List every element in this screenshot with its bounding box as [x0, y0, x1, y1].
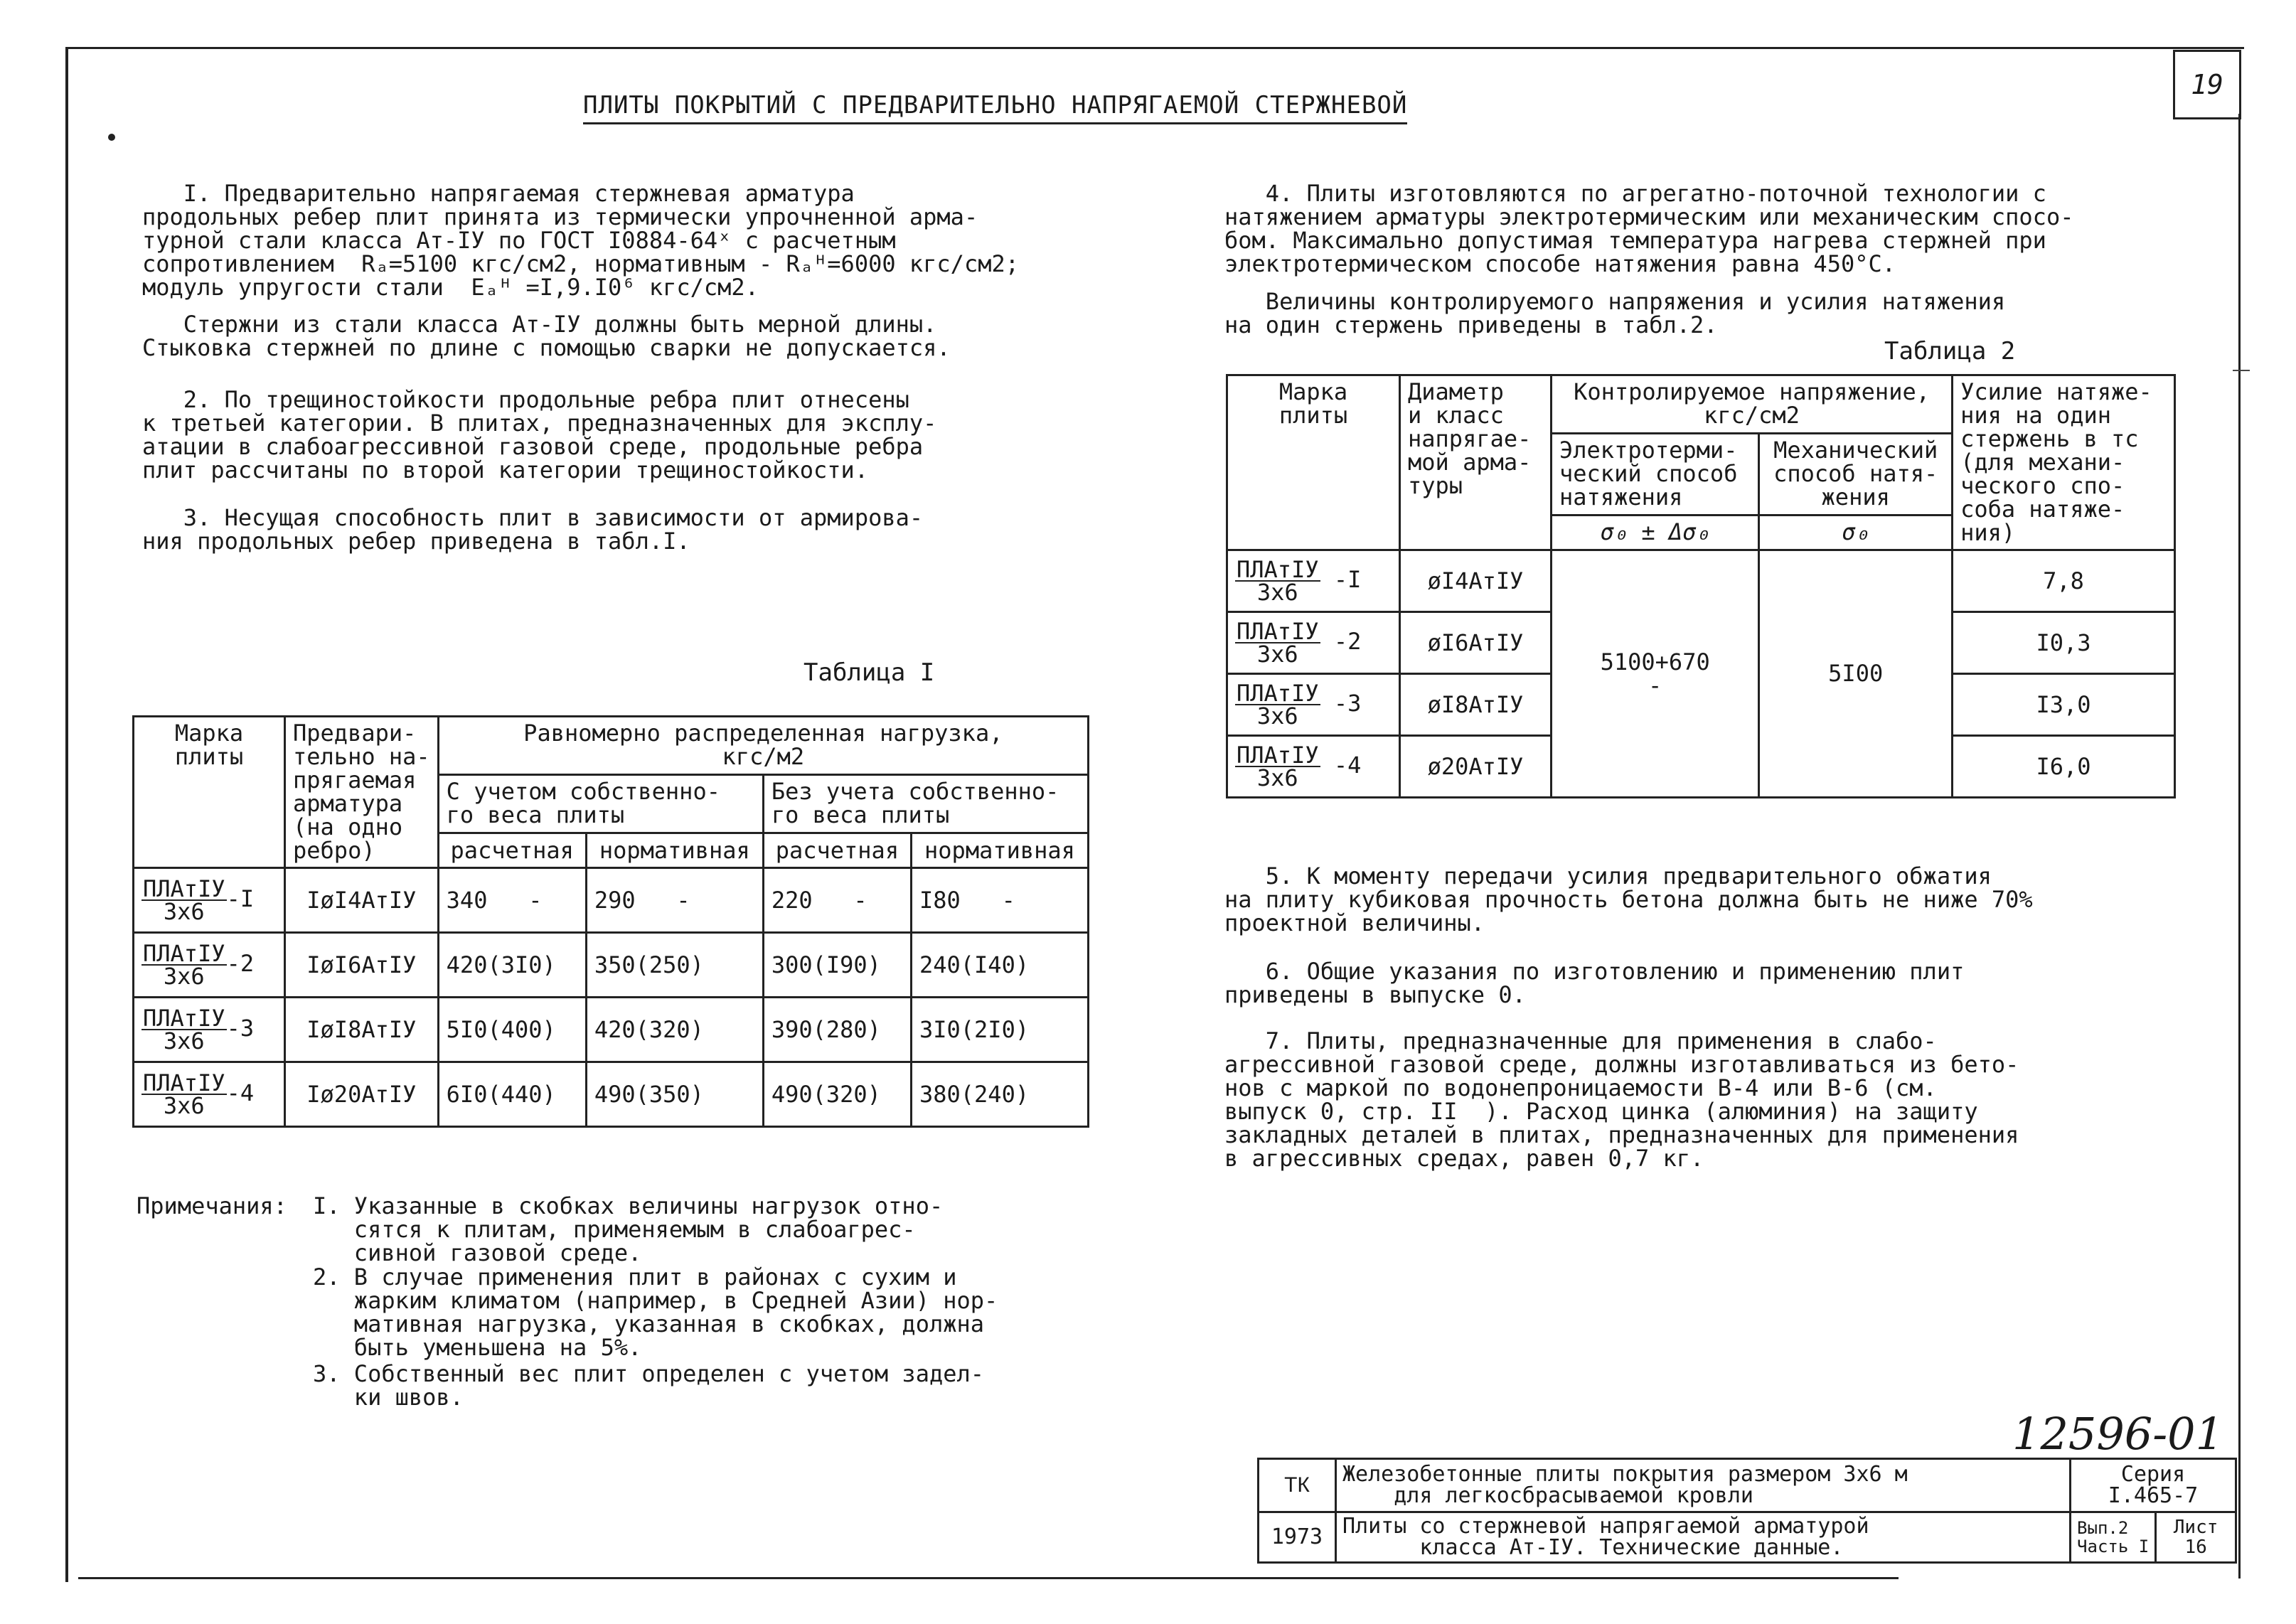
table-row: $\frac{\text{ПЛАтIУ}}{3х6}$ -2 øI6АтIУ I0,3 — [1227, 612, 2175, 674]
handwritten-number: 12596-01 — [2012, 1408, 2224, 1460]
cell-value: 490(320) — [763, 1062, 911, 1127]
stamp-vyp: Вып.2 Часть I — [2071, 1512, 2156, 1563]
cell-diam: øI6АтIУ — [1400, 612, 1552, 674]
marka-fraction: $\frac{\text{ПЛАтIУ}}{3х6}$ — [143, 875, 225, 925]
t1-header-without: Без учета собственно- го веса плиты — [763, 775, 1088, 833]
cell-diam: ø20АтIУ — [1400, 736, 1552, 798]
cell-value: 220 - — [763, 868, 911, 933]
t1-header-marka: Марка плиты — [134, 717, 285, 868]
table-row: $\frac{\text{ПЛАтIУ}}{3х6}$ -I øI4АтIУ 5100+670 - 5I00 7,8 — [1227, 550, 2175, 612]
marka-fraction: $\frac{\text{ПЛАтIУ}}{3х6}$ — [143, 1069, 225, 1119]
edge-tick — [2233, 370, 2250, 371]
paragraph-6: 6. Общие указания по изготовлению и применению плит приведены в выпуске 0. — [1224, 958, 1965, 1008]
cell-force: I0,3 — [1953, 612, 2175, 674]
list-label: Лист — [2173, 1517, 2218, 1538]
table2-caption: Таблица 2 — [1884, 337, 2016, 365]
table-row: $\frac{\text{ПЛАтIУ}}{3х6}$ -3 øI8АтIУ I3,0 — [1227, 674, 2175, 736]
table1-caption: Таблица I — [803, 658, 935, 687]
cell-diam: øI4АтIУ — [1400, 550, 1552, 612]
marka-fraction: $\frac{\text{ПЛАтIУ}}{3х6}$ — [143, 940, 225, 990]
marka-fraction: $\frac{\text{ПЛАтIУ}}{3х6}$ — [1237, 742, 1319, 791]
t1-header-load: Равномерно распределенная нагрузка, кгс/м2 — [438, 717, 1088, 775]
paragraph-4: 4. Плиты изготовляются по агрегатно-поточной технологии с натяжением арматуры электротермическим или механическим спосо- бом. Максимально допустимая температура нагрева стержней при электротермическом способе натяжения равна 450°С. — [1224, 180, 2074, 277]
notes-label: Примечания: — [137, 1192, 287, 1219]
cell-value: 380(240) — [911, 1062, 1088, 1127]
page-title: ПЛИТЫ ПОКРЫТИЙ С ПРЕДВАРИТЕЛЬНО НАПРЯГАЕМОЙ СТЕРЖНЕВОЙ — [583, 91, 1407, 124]
list-value: 16 — [2184, 1537, 2207, 1558]
org-code: ТК — [1259, 1459, 1336, 1512]
cell-arm: Iø20АтIУ — [285, 1062, 439, 1127]
table-row: $\frac{\text{ПЛАтIУ}}{3х6}$ -2 IøI6АтIУ 420(3I0) 350(250) 300(I90) 240(I40) — [134, 933, 1089, 998]
note-1: I. Указанные в скобках величины нагрузок отно- сятся к плитам, применяемым в слабоагрес- сивной газовой среде. — [313, 1192, 944, 1266]
cell-diam: øI8АтIУ — [1400, 674, 1552, 736]
t1-header-rasch: расчетная — [438, 833, 586, 868]
cell-force: 7,8 — [1953, 550, 2175, 612]
cell-value: 3I0(2I0) — [911, 998, 1088, 1062]
marka-fraction: $\frac{\text{ПЛАтIУ}}{3х6}$ — [1237, 618, 1319, 668]
cell-value: 290 - — [586, 868, 763, 933]
paragraph-5: 5. К моменту передачи усилия предварительного обжатия на плиту кубиковая прочность бетона должна быть не ниже 70% проектной величины. — [1224, 862, 2033, 936]
page-frame-bottom — [78, 1577, 1899, 1579]
cell-electro-value: 5100+670 - — [1552, 550, 1759, 798]
cell-force: I6,0 — [1953, 736, 2175, 798]
t1-header-with: С учетом собственно- го веса плиты — [438, 775, 763, 833]
table2 — [1226, 374, 2176, 798]
t2-header-diam: Диаметр и класс напрягае- мой арма- туры — [1400, 375, 1552, 550]
paragraph-1: I. Предварительно напрягаемая стержневая арматура продольных ребер плит принята из термически упрочненной арма- турной стали класса Ат-IУ по ГОСТ I0884-64ˣ с расчетным сопротивлением Rₐ=5100 кгс/см2, нормативным - Rₐᴴ=6000 кгс/см2; модуль упругости стали Eₐᴴ =I,9.I0⁶ кгс/см2. — [142, 180, 1019, 301]
t2-header-mech-sym: σ₀ — [1759, 515, 1953, 550]
table1 — [132, 715, 1089, 1128]
page-number: 19 — [2173, 50, 2241, 119]
t2-header-mech: Механический способ натя- жения — [1759, 434, 1953, 515]
paragraph-7: 7. Плиты, предназначенные для применения в слабо- агрессивной газовой среде, должны изготавливаться из бето- нов с маркой по водонепроницаемости В-4 или В-6 (см. выпуск 0, стр. II ). Расход цинка (алюминия) на защиту закладных деталей в плитах, предназначенных для применения в агрессивных средах, равен 0,7 кг. — [1224, 1027, 2019, 1172]
cell-force: I3,0 — [1953, 674, 2175, 736]
t1-header-norm: нормативная — [586, 833, 763, 868]
cell-value: 340 - — [438, 868, 586, 933]
cell-arm: IøI4АтIУ — [285, 868, 439, 933]
title-block — [1257, 1458, 2237, 1564]
t2-header-electro: Электротерми- ческий способ натяжения — [1552, 434, 1759, 515]
series-value: I.465-7 — [2108, 1483, 2199, 1508]
marka-fraction: $\frac{\text{ПЛАтIУ}}{3х6}$ — [143, 1005, 225, 1054]
t2-header-control: Контролируемое напряжение, кгс/см2 — [1552, 375, 1953, 434]
stamp-title-2: Плиты со стержневой напрягаемой арматурой класса Ат-IУ. Технические данные. — [1336, 1512, 2071, 1563]
cell-value: 300(I90) — [763, 933, 911, 998]
cell-value: 6I0(440) — [438, 1062, 586, 1127]
page-frame-right — [2238, 114, 2241, 1578]
marka-fraction: $\frac{\text{ПЛАтIУ}}{3х6}$ — [1237, 556, 1319, 606]
cell-arm: IøI8АтIУ — [285, 998, 439, 1062]
cell-value: 390(280) — [763, 998, 911, 1062]
table-row: $\frac{\text{ПЛАтIУ}}{3х6}$ -4 Iø20АтIУ 6I0(440) 490(350) 490(320) 380(240) — [134, 1062, 1089, 1127]
table-row: $\frac{\text{ПЛАтIУ}}{3х6}$ -4 ø20АтIУ I6,0 — [1227, 736, 2175, 798]
paragraph-1b: Стержни из стали класса Ат-IУ должны быть мерной длины. Стыковка стержней по длине с помощью сварки не допускается. — [142, 311, 951, 361]
cell-value: 240(I40) — [911, 933, 1088, 998]
t2-header-force: Усилие натяже- ния на один стержень в тс (для механи- ческого спо- соба натяже- ния) — [1953, 375, 2175, 550]
marka-fraction: $\frac{\text{ПЛАтIУ}}{3х6}$ — [1237, 680, 1319, 730]
cell-value: 420(320) — [586, 998, 763, 1062]
cell-value: 490(350) — [586, 1062, 763, 1127]
t1-header-rasch: расчетная — [763, 833, 911, 868]
note-3: 3. Собственный вес плит определен с учетом задел- ки швов. — [313, 1360, 985, 1411]
t1-header-norm: нормативная — [911, 833, 1088, 868]
stamp-title-1: Железобетонные плиты покрытия размером 3х6 м для легкосбрасываемой кровли — [1336, 1459, 2071, 1512]
paragraph-3: 3. Несущая способность плит в зависимости от армирова- ния продольных ребер приведена в табл.I. — [142, 504, 924, 555]
cell-mech-value: 5I00 — [1759, 550, 1953, 798]
scan-dot — [108, 134, 115, 141]
paragraph-2: 2. По трещиностойкости продольные ребра плит отнесены к третьей категории. В плитах, предназначенных для эксплу- атации в слабоагрессивной газовой среде, продольные ребра плит рассчитаны по второй категории трещиностойкости. — [142, 386, 937, 484]
t2-header-marka: Марка плиты — [1227, 375, 1400, 550]
cell-value: 420(3I0) — [438, 933, 586, 998]
cell-value: I80 - — [911, 868, 1088, 933]
cell-arm: IøI6АтIУ — [285, 933, 439, 998]
t2-header-electro-sym: σ₀ ± Δσ₀ — [1552, 515, 1759, 550]
table-row: $\frac{\text{ПЛАтIУ}}{3х6}$ -I IøI4АтIУ 340 - 290 - 220 - I80 - — [134, 868, 1089, 933]
series-label: Серия — [2120, 1462, 2186, 1487]
cell-value: 350(250) — [586, 933, 763, 998]
table-row: $\frac{\text{ПЛАтIУ}}{3х6}$ -3 IøI8АтIУ 5I0(400) 420(320) 390(280) 3I0(2I0) — [134, 998, 1089, 1062]
t1-header-arm: Предвари- тельно на- прягаемая арматура (на одно ребро) — [285, 717, 439, 868]
stamp-year: 1973 — [1259, 1512, 1336, 1563]
cell-value: 5I0(400) — [438, 998, 586, 1062]
note-2: 2. В случае применения плит в районах с сухим и жарким климатом (например, в Средней Азии) нор- мативная нагрузка, указанная в скобках, должна быть уменьшена на 5%. — [313, 1264, 998, 1361]
paragraph-4b: Величины контролируемого напряжения и усилия натяжения на один стержень приведены в табл.2. — [1224, 288, 2006, 338]
